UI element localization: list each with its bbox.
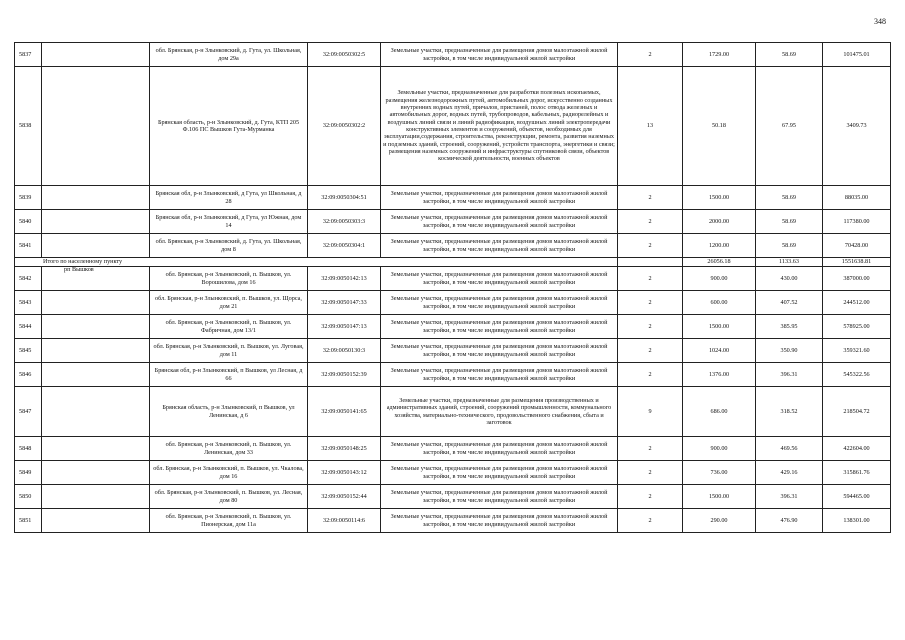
table-body bbox=[15, 43, 891, 533]
row-number: 5843 bbox=[15, 291, 42, 315]
table-row bbox=[15, 234, 891, 258]
row-number: 5849 bbox=[15, 461, 42, 485]
row-cadastral-value: 594465.00 bbox=[823, 485, 891, 509]
row-address: обл. Брянская, р-н Злынковский, п. Вышков, ул. Лесная, дом 80 bbox=[150, 485, 308, 509]
locality-cell bbox=[42, 339, 150, 363]
row-address: обл. Брянская, р-н Злынковский, п. Вышков, ул. Фабричная, дом 13/1 bbox=[150, 315, 308, 339]
row-area: 900.00 bbox=[683, 437, 756, 461]
row-use-code: 2 bbox=[618, 339, 683, 363]
row-specific-value: 58.69 bbox=[756, 234, 823, 258]
row-land-use: Земельные участки, предназначенные для размещения домов малоэтажной жилой застройки, в том числе индивидуальной жилой застройки bbox=[381, 461, 618, 485]
row-number: 5841 bbox=[15, 234, 42, 258]
row-land-use: Земельные участки, предназначенные для размещения домов малоэтажной жилой застройки, в том числе индивидуальной жилой застройки bbox=[381, 291, 618, 315]
row-number: 5840 bbox=[15, 210, 42, 234]
row-use-code: 2 bbox=[618, 291, 683, 315]
row-cadastral-value: 578925.00 bbox=[823, 315, 891, 339]
table-row bbox=[15, 339, 891, 363]
table-row bbox=[15, 186, 891, 210]
table-row bbox=[15, 210, 891, 234]
row-cadastral-value: 315861.76 bbox=[823, 461, 891, 485]
row-cadastral-number: 32:09:0050148:25 bbox=[308, 437, 381, 461]
row-cadastral-number: 32:09:0050302:2 bbox=[308, 67, 381, 186]
total-specific-value: 1133.63 bbox=[756, 258, 823, 267]
row-use-code: 13 bbox=[618, 67, 683, 186]
locality-label: рп Вышков bbox=[64, 266, 94, 273]
row-use-code: 2 bbox=[618, 234, 683, 258]
locality-cell bbox=[42, 461, 150, 485]
row-area: 290.00 bbox=[683, 509, 756, 533]
row-land-use: Земельные участки, предназначенные для размещения домов малоэтажной жилой застройки, в том числе индивидуальной жилой застройки bbox=[381, 210, 618, 234]
row-cadastral-value: 359321.60 bbox=[823, 339, 891, 363]
row-number: 5838 bbox=[15, 67, 42, 186]
row-area: 1500.00 bbox=[683, 186, 756, 210]
row-area: 600.00 bbox=[683, 291, 756, 315]
row-cadastral-number: 32:09:0050304:51 bbox=[308, 186, 381, 210]
row-cadastral-value: 244512.00 bbox=[823, 291, 891, 315]
row-land-use: Земельные участки, предназначенные для разработки полезных ископаемых, размещения железнодорожных путей, автомобильных дорог, искусственно созданных внутренних водных путей, причалов, пристаней, полос отвода железных и автомобильных дорог, водных путей, трубопроводов, кабельных, радиорелейных и воздушных линий связи и линий радиофикации, воздушных линий электропередачи конструктивных элементов и сооружений, объектов, необходимых для эксплуатации,содержания, строительства, реконструкции, ремонта, развития наземных и подземных зданий, строений, сооружений, устройств транспорта, энергетики и связи; размещения наземных сооружений и инфраструктуры спутниковой связи, объектов космической деятельности, военных объектов bbox=[381, 67, 618, 186]
locality-cell bbox=[42, 43, 150, 67]
row-land-use: Земельные участки, предназначенные для размещения домов малоэтажной жилой застройки, в том числе индивидуальной жилой застройки bbox=[381, 437, 618, 461]
table-row bbox=[15, 43, 891, 67]
locality-cell bbox=[42, 437, 150, 461]
row-land-use: Земельные участки, предназначенные для размещения домов малоэтажной жилой застройки, в том числе индивидуальной жилой застройки bbox=[381, 234, 618, 258]
row-cadastral-number: 32:09:0050303:3 bbox=[308, 210, 381, 234]
row-address: Брянская область, р-н Злынковский, п Вышков, ул Ленинская, д 6 bbox=[150, 387, 308, 437]
row-number: 5847 bbox=[15, 387, 42, 437]
row-specific-value: 476.90 bbox=[756, 509, 823, 533]
row-address: обл. Брянская, р-н Злынковский, д. Гута, ул. Школьная, дом 8 bbox=[150, 234, 308, 258]
row-address: Брянская обл, р-н Злынковский, п Вышков, ул Лесная, д 66 bbox=[150, 363, 308, 387]
row-area: 1376.00 bbox=[683, 363, 756, 387]
locality-total-row bbox=[15, 258, 891, 267]
row-land-use: Земельные участки, предназначенные для размещения домов малоэтажной жилой застройки, в том числе индивидуальной жилой застройки bbox=[381, 267, 618, 291]
table-row bbox=[15, 291, 891, 315]
row-cadastral-number: 32:09:0050152:39 bbox=[308, 363, 381, 387]
row-use-code: 2 bbox=[618, 363, 683, 387]
row-number: 5851 bbox=[15, 509, 42, 533]
row-area: 900.00 bbox=[683, 267, 756, 291]
row-use-code: 2 bbox=[618, 461, 683, 485]
row-land-use: Земельные участки, предназначенные для размещения домов малоэтажной жилой застройки, в том числе индивидуальной жилой застройки bbox=[381, 315, 618, 339]
row-number: 5848 bbox=[15, 437, 42, 461]
locality-cell bbox=[42, 234, 150, 258]
row-area: 686.00 bbox=[683, 387, 756, 437]
locality-cell bbox=[42, 291, 150, 315]
row-specific-value: 58.69 bbox=[756, 210, 823, 234]
row-use-code: 2 bbox=[618, 509, 683, 533]
row-address: обл. Брянская, р-н Злынковский, д. Гута, ул. Школьная, дом 29а bbox=[150, 43, 308, 67]
row-cadastral-value: 138301.00 bbox=[823, 509, 891, 533]
row-address: обл. Брянская, р-н Злынковский, п. Вышков, ул. Щорса, дом 21 bbox=[150, 291, 308, 315]
row-number: 5839 bbox=[15, 186, 42, 210]
row-cadastral-value: 70428.00 bbox=[823, 234, 891, 258]
row-use-code: 2 bbox=[618, 186, 683, 210]
table-row bbox=[15, 485, 891, 509]
locality-cell bbox=[42, 267, 150, 291]
row-specific-value: 350.90 bbox=[756, 339, 823, 363]
row-address: Брянская область, р-н Злынковский, д. Гута, КТП 205 Ф.106 ПС Вышков Гута-Мурманка bbox=[150, 67, 308, 186]
row-cadastral-number: 32:09:0050302:5 bbox=[308, 43, 381, 67]
row-land-use: Земельные участки, предназначенные для размещения домов малоэтажной жилой застройки, в том числе индивидуальной жилой застройки bbox=[381, 485, 618, 509]
row-use-code: 2 bbox=[618, 485, 683, 509]
row-cadastral-value: 88035.00 bbox=[823, 186, 891, 210]
locality-cell bbox=[42, 186, 150, 210]
row-specific-value: 407.52 bbox=[756, 291, 823, 315]
table-row bbox=[15, 437, 891, 461]
table-row bbox=[15, 509, 891, 533]
row-cadastral-number: 32:09:0050147:33 bbox=[308, 291, 381, 315]
table-row bbox=[15, 387, 891, 437]
row-specific-value: 58.69 bbox=[756, 186, 823, 210]
row-use-code: 2 bbox=[618, 267, 683, 291]
row-number: 5846 bbox=[15, 363, 42, 387]
row-cadastral-number: 32:09:0050152:44 bbox=[308, 485, 381, 509]
row-number: 5837 bbox=[15, 43, 42, 67]
row-use-code: 2 bbox=[618, 43, 683, 67]
table-row bbox=[15, 315, 891, 339]
cadastral-value-table bbox=[14, 42, 891, 533]
row-cadastral-number: 32:09:0050143:12 bbox=[308, 461, 381, 485]
row-use-code: 9 bbox=[618, 387, 683, 437]
row-specific-value: 58.69 bbox=[756, 43, 823, 67]
row-cadastral-value: 3409.73 bbox=[823, 67, 891, 186]
row-cadastral-value: 218504.72 bbox=[823, 387, 891, 437]
row-area: 1024.00 bbox=[683, 339, 756, 363]
row-specific-value: 469.56 bbox=[756, 437, 823, 461]
row-specific-value: 318.52 bbox=[756, 387, 823, 437]
row-land-use: Земельные участки, предназначенные для размещения домов малоэтажной жилой застройки, в том числе индивидуальной жилой застройки bbox=[381, 339, 618, 363]
total-cadastral-value: 1551638.81 bbox=[823, 258, 891, 267]
total-empty-cell bbox=[618, 258, 683, 267]
row-area: 1500.00 bbox=[683, 485, 756, 509]
row-cadastral-number: 32:09:0050142:13 bbox=[308, 267, 381, 291]
locality-cell bbox=[42, 210, 150, 234]
row-address: Брянская обл, р-н Злынковский, д Гута, ул Школьная, д 28 bbox=[150, 186, 308, 210]
row-cadastral-number: 32:09:0050130:3 bbox=[308, 339, 381, 363]
row-number: 5845 bbox=[15, 339, 42, 363]
row-area: 1729.00 bbox=[683, 43, 756, 67]
row-specific-value: 385.95 bbox=[756, 315, 823, 339]
row-address: обл. Брянская, р-н Злынковский, п. Вышков, ул. Ленинская, дом 33 bbox=[150, 437, 308, 461]
row-area: 50.18 bbox=[683, 67, 756, 186]
row-specific-value: 396.31 bbox=[756, 485, 823, 509]
row-cadastral-value: 387000.00 bbox=[823, 267, 891, 291]
row-cadastral-number: 32:09:0050147:13 bbox=[308, 315, 381, 339]
locality-cell bbox=[42, 485, 150, 509]
row-area: 1500.00 bbox=[683, 315, 756, 339]
row-specific-value: 396.31 bbox=[756, 363, 823, 387]
page-number: 348 bbox=[874, 17, 886, 26]
total-label: Итого по населенному пункту bbox=[15, 258, 618, 267]
row-specific-value: 430.00 bbox=[756, 267, 823, 291]
row-address: обл. Брянская, р-н Злынковский, п. Вышков, ул. Пионерская, дом 11а bbox=[150, 509, 308, 533]
row-land-use: Земельные участки, предназначенные для размещения домов малоэтажной жилой застройки, в том числе индивидуальной жилой застройки bbox=[381, 363, 618, 387]
row-specific-value: 429.16 bbox=[756, 461, 823, 485]
locality-cell bbox=[42, 509, 150, 533]
row-specific-value: 67.95 bbox=[756, 67, 823, 186]
row-address: обл. Брянская, р-н Злынковский, п. Вышков, ул. Луговая, дом 11 bbox=[150, 339, 308, 363]
row-land-use: Земельные участки, предназначенные для размещения домов малоэтажной жилой застройки, в том числе индивидуальной жилой застройки bbox=[381, 43, 618, 67]
table-row bbox=[15, 461, 891, 485]
row-use-code: 2 bbox=[618, 210, 683, 234]
row-land-use: Земельные участки, предназначенные для размещения производственных и административных зданий, строений, сооружений промышленности, коммунального хозяйства, материально-технического, продовольственного снабжения, сбыта и заготовок bbox=[381, 387, 618, 437]
row-use-code: 2 bbox=[618, 315, 683, 339]
row-number: 5850 bbox=[15, 485, 42, 509]
row-cadastral-value: 117380.00 bbox=[823, 210, 891, 234]
row-cadastral-value: 101475.01 bbox=[823, 43, 891, 67]
row-land-use: Земельные участки, предназначенные для размещения домов малоэтажной жилой застройки, в том числе индивидуальной жилой застройки bbox=[381, 186, 618, 210]
row-address: обл. Брянская, р-н Злынковский, п. Вышков, ул. Чкалова, дом 16 bbox=[150, 461, 308, 485]
locality-cell bbox=[42, 387, 150, 437]
row-land-use: Земельные участки, предназначенные для размещения домов малоэтажной жилой застройки, в том числе индивидуальной жилой застройки bbox=[381, 509, 618, 533]
total-area: 26056.18 bbox=[683, 258, 756, 267]
row-cadastral-value: 422604.00 bbox=[823, 437, 891, 461]
row-area: 1200.00 bbox=[683, 234, 756, 258]
row-cadastral-value: 545322.56 bbox=[823, 363, 891, 387]
row-cadastral-number: 32:09:0050114:6 bbox=[308, 509, 381, 533]
row-cadastral-number: 32:09:0050304:1 bbox=[308, 234, 381, 258]
table-row bbox=[15, 267, 891, 291]
locality-cell bbox=[42, 315, 150, 339]
row-number: 5844 bbox=[15, 315, 42, 339]
table-row bbox=[15, 67, 891, 186]
row-use-code: 2 bbox=[618, 437, 683, 461]
row-area: 2000.00 bbox=[683, 210, 756, 234]
row-address: Брянская обл, р-н Злынковский, д Гута, ул Южная, дом 14 bbox=[150, 210, 308, 234]
row-cadastral-number: 32:09:0050141:65 bbox=[308, 387, 381, 437]
row-address: обл. Брянская, р-н Злынковский, п. Вышков, ул. Ворошилова, дом 16 bbox=[150, 267, 308, 291]
table-row bbox=[15, 363, 891, 387]
locality-cell bbox=[42, 67, 150, 186]
row-number: 5842 bbox=[15, 267, 42, 291]
row-area: 736.00 bbox=[683, 461, 756, 485]
locality-cell bbox=[42, 363, 150, 387]
